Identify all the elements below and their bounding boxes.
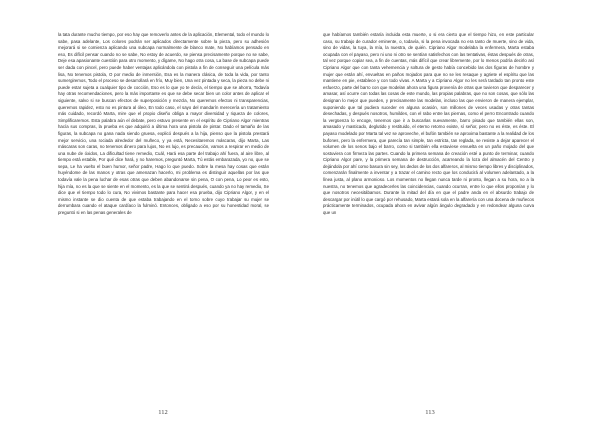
left-page-number: 112	[158, 409, 168, 416]
right-page-number: 113	[425, 409, 435, 416]
right-page-body-text: que habíamos también estaría incluida esta muerte, o si era cierto que el tiempo hizo, en este particular caso, su trabajo de curador eminente, o, todavía, si la pena invocada no era tanto de muerte, sino de vida, sino de vidas, la tuya, la mía, la nuestra, de quién. Cipriano Algor modelaba la enfermera, Marta estaba ocupada con el payaso, pero ni uno ni otro se sentían satisfechos con las tentativas, éstas después de otras, tal vez porque copiar sea, a fin de cuentas, más difícil que crear libremente, por lo menos podría decirlo así Cipriano Algor que con tanta vehemencia y soltura de gesto había concebido las dos figuras de hombre y mujer que están ahí, envueltas en paños mojados para que no se les resaque y agriete el espíritu que las mantiene en pie, establece y con todo vivas. A Marta y a Cipriano Algor no les será tardado tan pronto este esfuerzo, parte del barro con que modelan ahora una figura provenía de otras que tuvieron que desparecer y amasar, así ocurre con todas las cosas de este mundo, las propias palabras, que no son cosas, que sólo las designan lo mejor que pueden, y precisamente las modelan, incluso las que envieron de manera ejemplar, suponiendo que tal pudiera suceder en alguna ocasión, son millones de veces usadas y otras tantas desechadas, y después nosotros, humildes, con el rabo entre las piernas, como el perro Encontrado cuando la vergüenza lo encoge, tenemos que ir a buscarlas nuevamente, barro pisado que también ellas son, amasado y masticado, deglutido y restituido, el eterno retorno existe, sí señor, pero no es éste, es éste. El payaso modelado por Marta tal vez se aproveche, el bufón también se aproxima bastante a la realidad de los bufones, pero la enfermera, que parecía tan simple, tan estricta, tan reglada, se resiste a dejar aparecer el volumen de los senos bajo el barro, como si también ella estuviese envuelta en un paño mojado del que sostuviera con firmeza las partes. Cuando la primera semana de creación esté a punto de terminar, cuando Cipriano Algor pare, y la primera semana de destrucción, acarreando la loza del almacén del Centro y dejándola por ahí como basura sin sey, los dedos de los dos alfareros, al mismo tiempo libres y disciplinados, comenzarán finalmente a inventar y a trazar el camino recto que los conducirá al volumen adelantado, a la línea justa, al plano armonioso. Los momentos no llegan nunca tarde ni pronto, llegan a su hora, no a la nuestra, no tenemos que agradecerles las coincidencias, cuando ocurran, entre lo que ellos proponían y lo que nosotros necesitábamos. Durante la mitad del día en que el padre anda en el absurdo trabajo de descargar por inútil lo que cargó por rehusado, Marta estará sola en la alfarería con una docena de muñecos prácticamente terminados, ocupada ahora en avivar algún ángulo degradado y en redondear alguna curva que un	[323, 32, 534, 216]
right-page	[300, 0, 600, 424]
left-page-body-text: la tata durante mucho tiempo, por eso hay que removerlo antes de la aplicación, Elemental, todo el mundo lo sabe, pasa adelante, Los colores podrán ser aplicados directamente sobre la pieza, pero su adhesión mejorará si se comienza aplicando una subcapa normalmente de blanco mate, No habíamos pensado en eso, Es difícil pensar cuando no se sabe, No estoy de acuerdo, se piensa precisamente porque no se sabe, Deje esa apasionante cuestión para otro momento, y dígame, No hago otra cosa, La base de subcapa puede ser dada con pincel, pero puede haber ventajas aplicándola con pistola a fin de conseguir una película más lisa, No tenemos pistola, O por medio de inmersión, Esa es la manera clásica, de toda la vida, por tanto sumergiremos, Todo el proceso se desarrollará en frío, Muy bien, Una vez pintada y seca, la pieza no debe ni puede estar sujeta a cualquier tipo de cocción, Eso es lo que yo te decía, el tiempo que se ahorra, Todavía hay otras recomendaciones, pero la más importante es que se debe secar bien un color antes de aplicar el siguiente, salvo si se buscan efectos de superposición y mezcla, No queremos efectos ni transparencias, queremos rapidez, esto no es pintura al óleo, En todo caso, el sayo del mandarín merecería un tratamiento más cuidado, recordó Marta, mire que el propio diseño obliga a mayor diversidad y riqueza de colores, Simplificaremos. Esta palabra aún el debate, pero estuvo presente en el espíritu de Cipriano Algor mientras hacía sus compras, la prueba es que adquirió a última hora una pistola de pintar. Dado el tamaño de las figuras, la subcapa no gana nada siendo gruesa, explicó después a la hija, pienso que la pistola prestará mejor servicio, una rociada alrededor del muñeco, y ya está, Necesitaremos máscaras, dijo Marta, Las máscaras son caras, no tenemos dinero para lujos, No es lujo, es precaución, vamos a respirar en medio de una nube de óxidos, La dificultad tiene remedio, Cuál, Hará esa parte del trabajo ahí fuera, al aire libre, al tiempo está estable, Por qué dice hará, y no haremos, preguntó Marta, Tú estás embarazada, yo no, que se sepa, Le ha vuelto el buen humor, señor padre, Hago lo que puedo. Sobre la mesa hay cosas que están huyéndome de las manos y otras que amenazan hacerlo, mi problema es distinguir aquellas por las que todavía vale la pena luchar de esas otras que deben abandonarse sin pena, O con pena, Lo peor es esto, hija mía, no es la que se siente en el momento, es la que se sentirá después, cuando ya no hay remedio, Se dice que el tiempo todo lo cura, No vivimos bastante para hacer esa prueba, dijo Cipriano Algor, y en el mismo instante se dio cuenta de que estaba trabajando en el torno sobre cuyo trabajar su mujer se derrumbara cuando el ataque cardíaco la fulminó. Entonces, obligado a eso por su honestidad moral, se preguntó si en las penas generales de	[58, 32, 269, 216]
